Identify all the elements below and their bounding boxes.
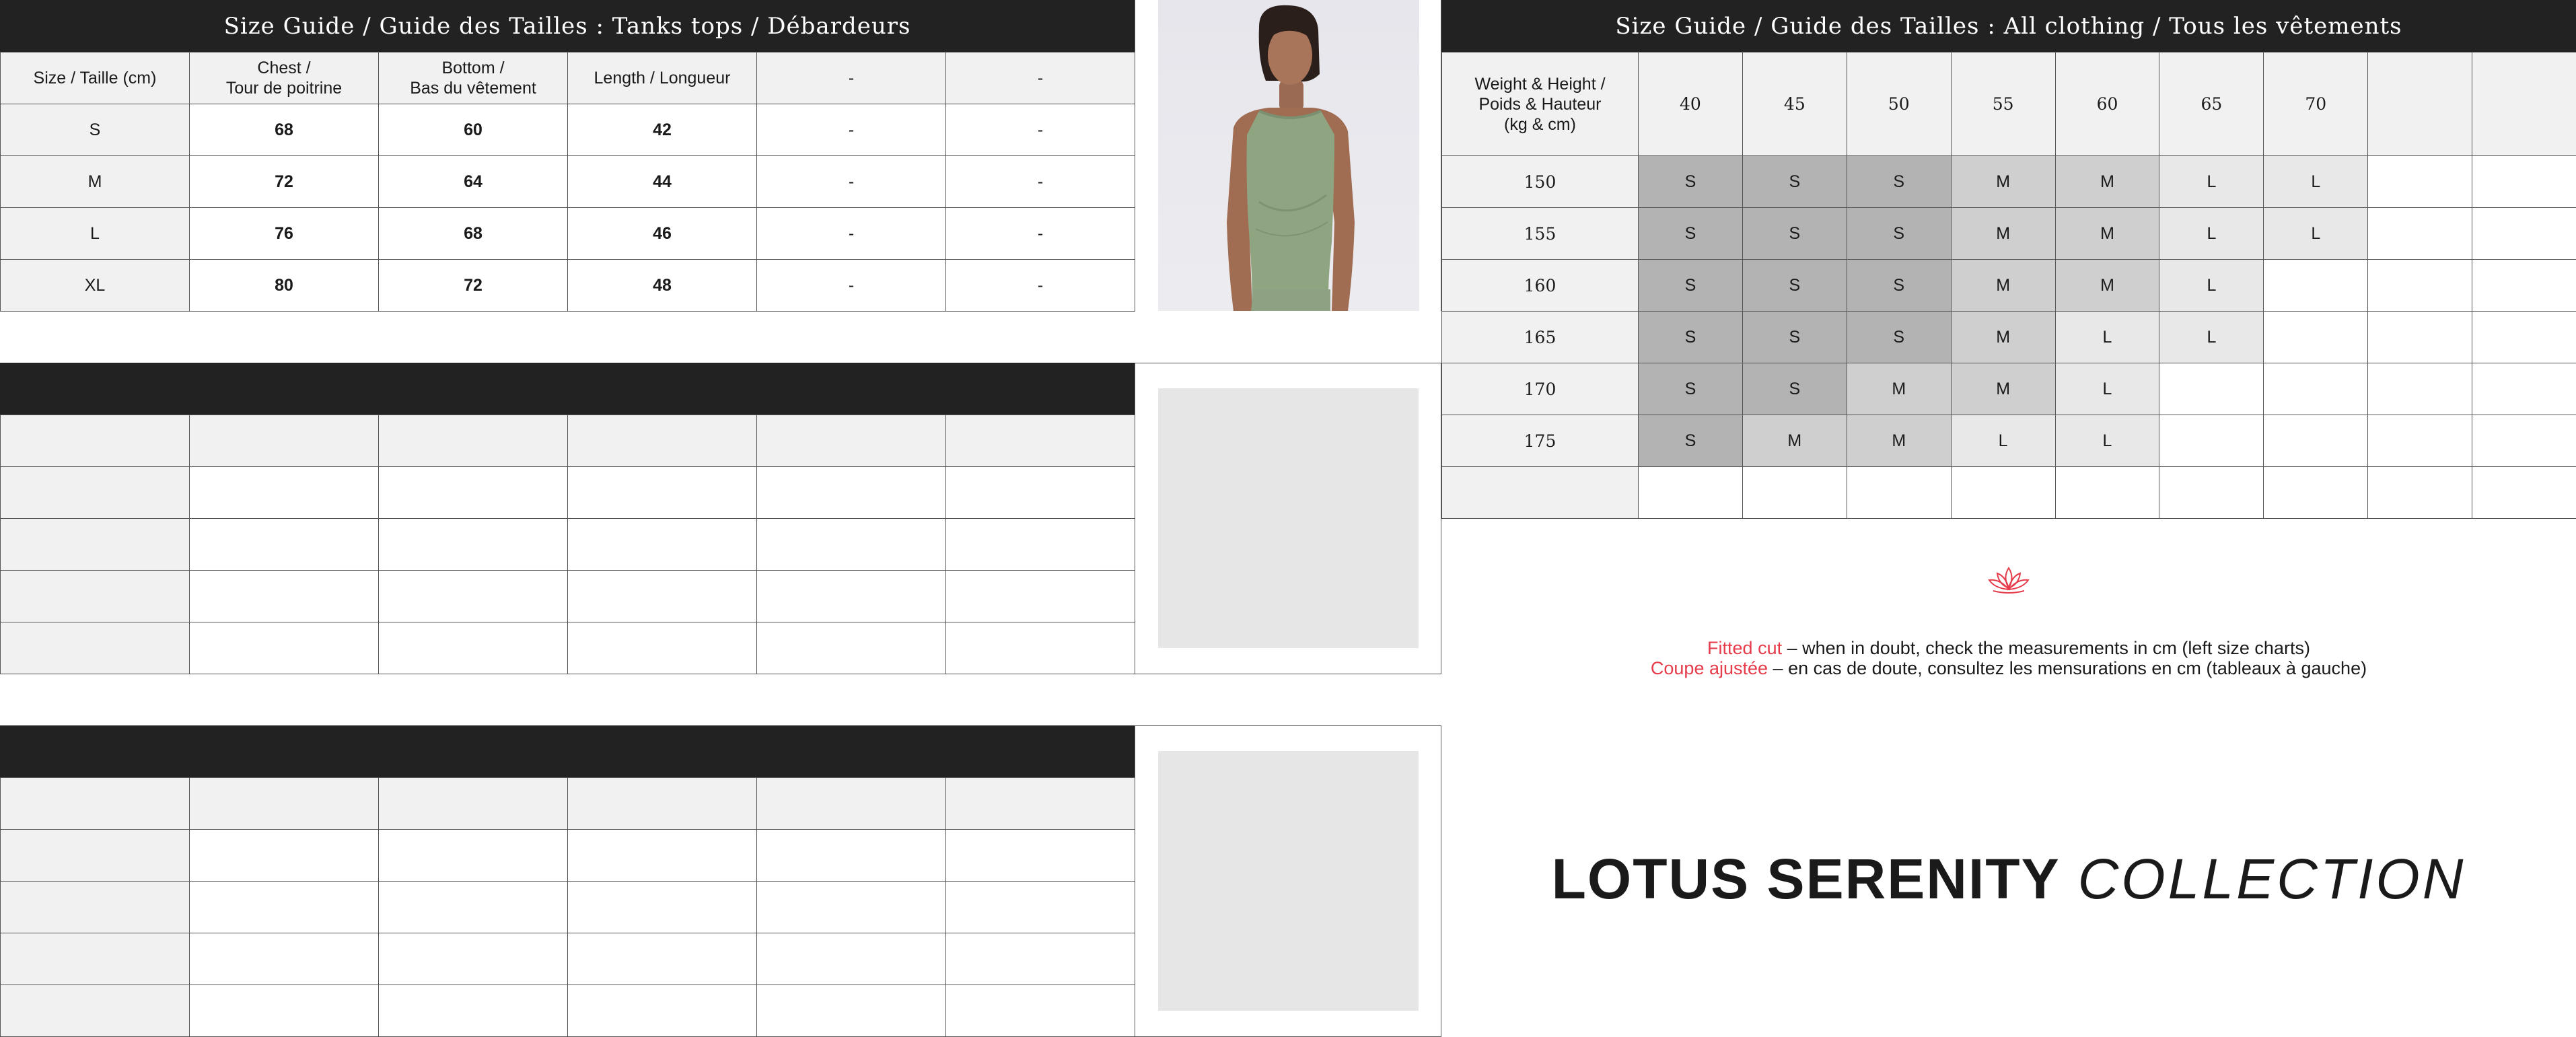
height-label: 170 [1442,363,1639,415]
empty-cell [379,622,568,674]
empty-cell [568,882,757,933]
weight-header: 70 [2264,52,2368,156]
empty-cell [1,622,190,674]
photo-placeholder [1158,751,1419,1011]
empty-cell [190,882,379,933]
empty-cell [1,519,190,571]
size-cell [2472,260,2576,312]
empty-cell [379,519,568,571]
empty-cell [1,933,190,985]
size-cell [2472,363,2576,415]
size-cell [2472,312,2576,363]
chest-value: 80 [190,260,379,312]
size-cell: M [1951,156,2055,208]
size-cell: M [1951,260,2055,312]
brand-collection: COLLECTION [2077,847,2466,910]
empty-cell [757,882,946,933]
empty-header-cell [190,415,379,467]
size-cell: M [1951,208,2055,260]
size-cell: L [2264,156,2368,208]
size-cell: M [1742,415,1847,467]
all-clothing-title-bar [1441,0,2576,52]
empty-header-cell [379,415,568,467]
size-label: L [1,208,190,260]
size-cell [2264,312,2368,363]
empty-cell [1,571,190,622]
size-cell: S [1847,156,1951,208]
empty-cell [379,830,568,882]
weight-header: 40 [1639,52,1743,156]
tanks-header-cell: - [946,52,1135,104]
tanks-header-cell: Length / Longueur [568,52,757,104]
empty-value: - [946,260,1135,312]
empty-cell [568,622,757,674]
size-cell: M [1847,415,1951,467]
size-cell [2368,415,2472,467]
empty-cell [946,933,1135,985]
size-cell: M [1951,312,2055,363]
size-cell [2368,363,2472,415]
empty-cell [1,985,190,1037]
size-cell: S [1742,363,1847,415]
chest-value: 76 [190,208,379,260]
size-cell: L [2264,208,2368,260]
length-value: 42 [568,104,757,156]
size-cell: S [1742,156,1847,208]
size-cell: L [2159,312,2264,363]
size-cell: M [2055,260,2159,312]
size-label: M [1,156,190,208]
empty-cell [379,882,568,933]
empty-value: - [757,104,946,156]
empty-value: - [757,260,946,312]
empty-cell [757,830,946,882]
empty-cell [190,830,379,882]
bottom-value: 72 [379,260,568,312]
empty-cell [1,830,190,882]
size-cell: S [1847,312,1951,363]
empty-cell [757,622,946,674]
height-label: 150 [1442,156,1639,208]
tanks-header-cell: - [757,52,946,104]
weight-header: 60 [2055,52,2159,156]
size-cell [1639,467,1743,519]
empty-cell [1,882,190,933]
empty-value: - [757,208,946,260]
size-cell [2159,467,2264,519]
size-cell [2472,415,2576,467]
empty-value: - [946,104,1135,156]
empty-cell [757,467,946,519]
empty-header-cell [757,415,946,467]
table2-title-bar [0,363,1135,415]
size-cell: S [1639,312,1743,363]
size-cell: L [2055,312,2159,363]
brand-name: LOTUS SERENITY [1551,847,2061,910]
empty-cell [190,467,379,519]
fit-note [1441,638,2576,678]
bottom-value: 64 [379,156,568,208]
size-cell: L [2055,415,2159,467]
weight-header: 55 [1951,52,2055,156]
weight-height-size-matrix [1441,52,2576,519]
empty-header-cell [190,778,379,830]
length-value: 48 [568,260,757,312]
size-cell [2368,312,2472,363]
empty-header-cell [1,778,190,830]
fit-note-fr-text: – en cas de doute, consultez les mensurations en cm (tableaux à gauche) [1768,658,2367,678]
tanks-photo-frame [1135,0,1441,311]
fit-note-fr-accent: Coupe ajustée [1650,658,1768,678]
bottom-value: 68 [379,208,568,260]
header-line: Bottom / Bas du vêtement [410,59,536,98]
empty-value: - [946,208,1135,260]
size-cell [2368,467,2472,519]
size-cell [2368,208,2472,260]
size-cell [2472,467,2576,519]
empty-cell [946,985,1135,1037]
height-label [1442,467,1639,519]
length-value: 44 [568,156,757,208]
size-cell: L [2159,156,2264,208]
size-cell: L [1951,415,2055,467]
size-cell [2159,363,2264,415]
empty-cell [946,830,1135,882]
empty-size-table-3 [0,777,1135,1037]
size-cell [2264,467,2368,519]
empty-header-cell [568,415,757,467]
size-label: S [1,104,190,156]
size-cell: M [2055,208,2159,260]
size-cell [2055,467,2159,519]
size-cell: L [2159,208,2264,260]
weight-header: 65 [2159,52,2264,156]
size-cell: M [1951,363,2055,415]
empty-cell [568,933,757,985]
fit-note-en-text: – when in doubt, check the measurements in cm (left size charts) [1782,638,2310,658]
empty-cell [946,622,1135,674]
size-cell: L [2159,260,2264,312]
lotus-icon [1982,564,2035,596]
empty-cell [568,985,757,1037]
size-cell: S [1639,363,1743,415]
size-cell: M [1847,363,1951,415]
chest-value: 68 [190,104,379,156]
tanks-header-cell [190,52,379,104]
size-cell [2472,208,2576,260]
size-cell [1951,467,2055,519]
empty-cell [190,622,379,674]
empty-cell [190,985,379,1037]
weight-header: 45 [1742,52,1847,156]
empty-cell [757,519,946,571]
chest-value: 72 [190,156,379,208]
size-cell [2264,260,2368,312]
photo-frame-3 [1135,725,1441,1037]
empty-header-cell [946,778,1135,830]
empty-cell [568,571,757,622]
weight-header [2472,52,2576,156]
height-label: 165 [1442,312,1639,363]
corner-label: Weight & Height / Poids & Hauteur (kg & cm) [1442,52,1639,156]
fit-note-en-accent: Fitted cut [1707,638,1783,658]
tanks-header-cell: Size / Taille (cm) [1,52,190,104]
tanks-title-bar [0,0,1135,52]
empty-cell [190,571,379,622]
size-cell: S [1639,208,1743,260]
tanks-title: Size Guide / Guide des Tailles : Tanks tops / Débardeurs [223,12,911,40]
header-line: Chest / Tour de poitrine [225,59,343,98]
empty-cell [379,933,568,985]
photo-frame-2 [1135,363,1441,674]
table3-title-bar [0,725,1135,777]
empty-cell [946,882,1135,933]
empty-cell [757,985,946,1037]
tanks-size-table [0,52,1135,312]
empty-cell [190,519,379,571]
empty-cell [190,933,379,985]
size-cell: S [1639,156,1743,208]
height-label: 175 [1442,415,1639,467]
empty-cell [757,571,946,622]
empty-cell [568,519,757,571]
size-cell: S [1742,208,1847,260]
weight-header [2368,52,2472,156]
empty-size-table-2 [0,415,1135,674]
fit-note-fr [1441,658,2576,678]
empty-cell [379,985,568,1037]
length-value: 46 [568,208,757,260]
size-cell: S [1742,260,1847,312]
size-cell [1742,467,1847,519]
size-cell: M [2055,156,2159,208]
tanks-header-cell [379,52,568,104]
size-cell [2264,415,2368,467]
fit-note-en [1441,638,2576,658]
size-cell: S [1847,208,1951,260]
empty-cell [946,519,1135,571]
empty-cell [568,830,757,882]
size-cell [2472,156,2576,208]
size-label: XL [1,260,190,312]
size-cell [2159,415,2264,467]
empty-cell [757,933,946,985]
size-cell: L [2055,363,2159,415]
size-cell [2368,260,2472,312]
empty-cell [568,467,757,519]
empty-header-cell [1,415,190,467]
model-green-tank-top-photo [1158,0,1419,311]
size-cell [2368,156,2472,208]
size-cell: S [1639,415,1743,467]
empty-header-cell [379,778,568,830]
brand-title [1441,847,2576,912]
empty-header-cell [946,415,1135,467]
all-clothing-title: Size Guide / Guide des Tailles : All clothing / Tous les vêtements [1615,12,2402,40]
height-label: 155 [1442,208,1639,260]
empty-cell [1,467,190,519]
bottom-value: 60 [379,104,568,156]
height-label: 160 [1442,260,1639,312]
empty-cell [379,571,568,622]
empty-cell [946,571,1135,622]
empty-header-cell [757,778,946,830]
empty-value: - [757,156,946,208]
size-cell [2264,363,2368,415]
size-cell: S [1847,260,1951,312]
empty-cell [946,467,1135,519]
size-cell [1847,467,1951,519]
weight-header: 50 [1847,52,1951,156]
empty-value: - [946,156,1135,208]
empty-cell [379,467,568,519]
photo-placeholder [1158,388,1419,648]
size-cell: S [1639,260,1743,312]
size-cell: S [1742,312,1847,363]
empty-header-cell [568,778,757,830]
